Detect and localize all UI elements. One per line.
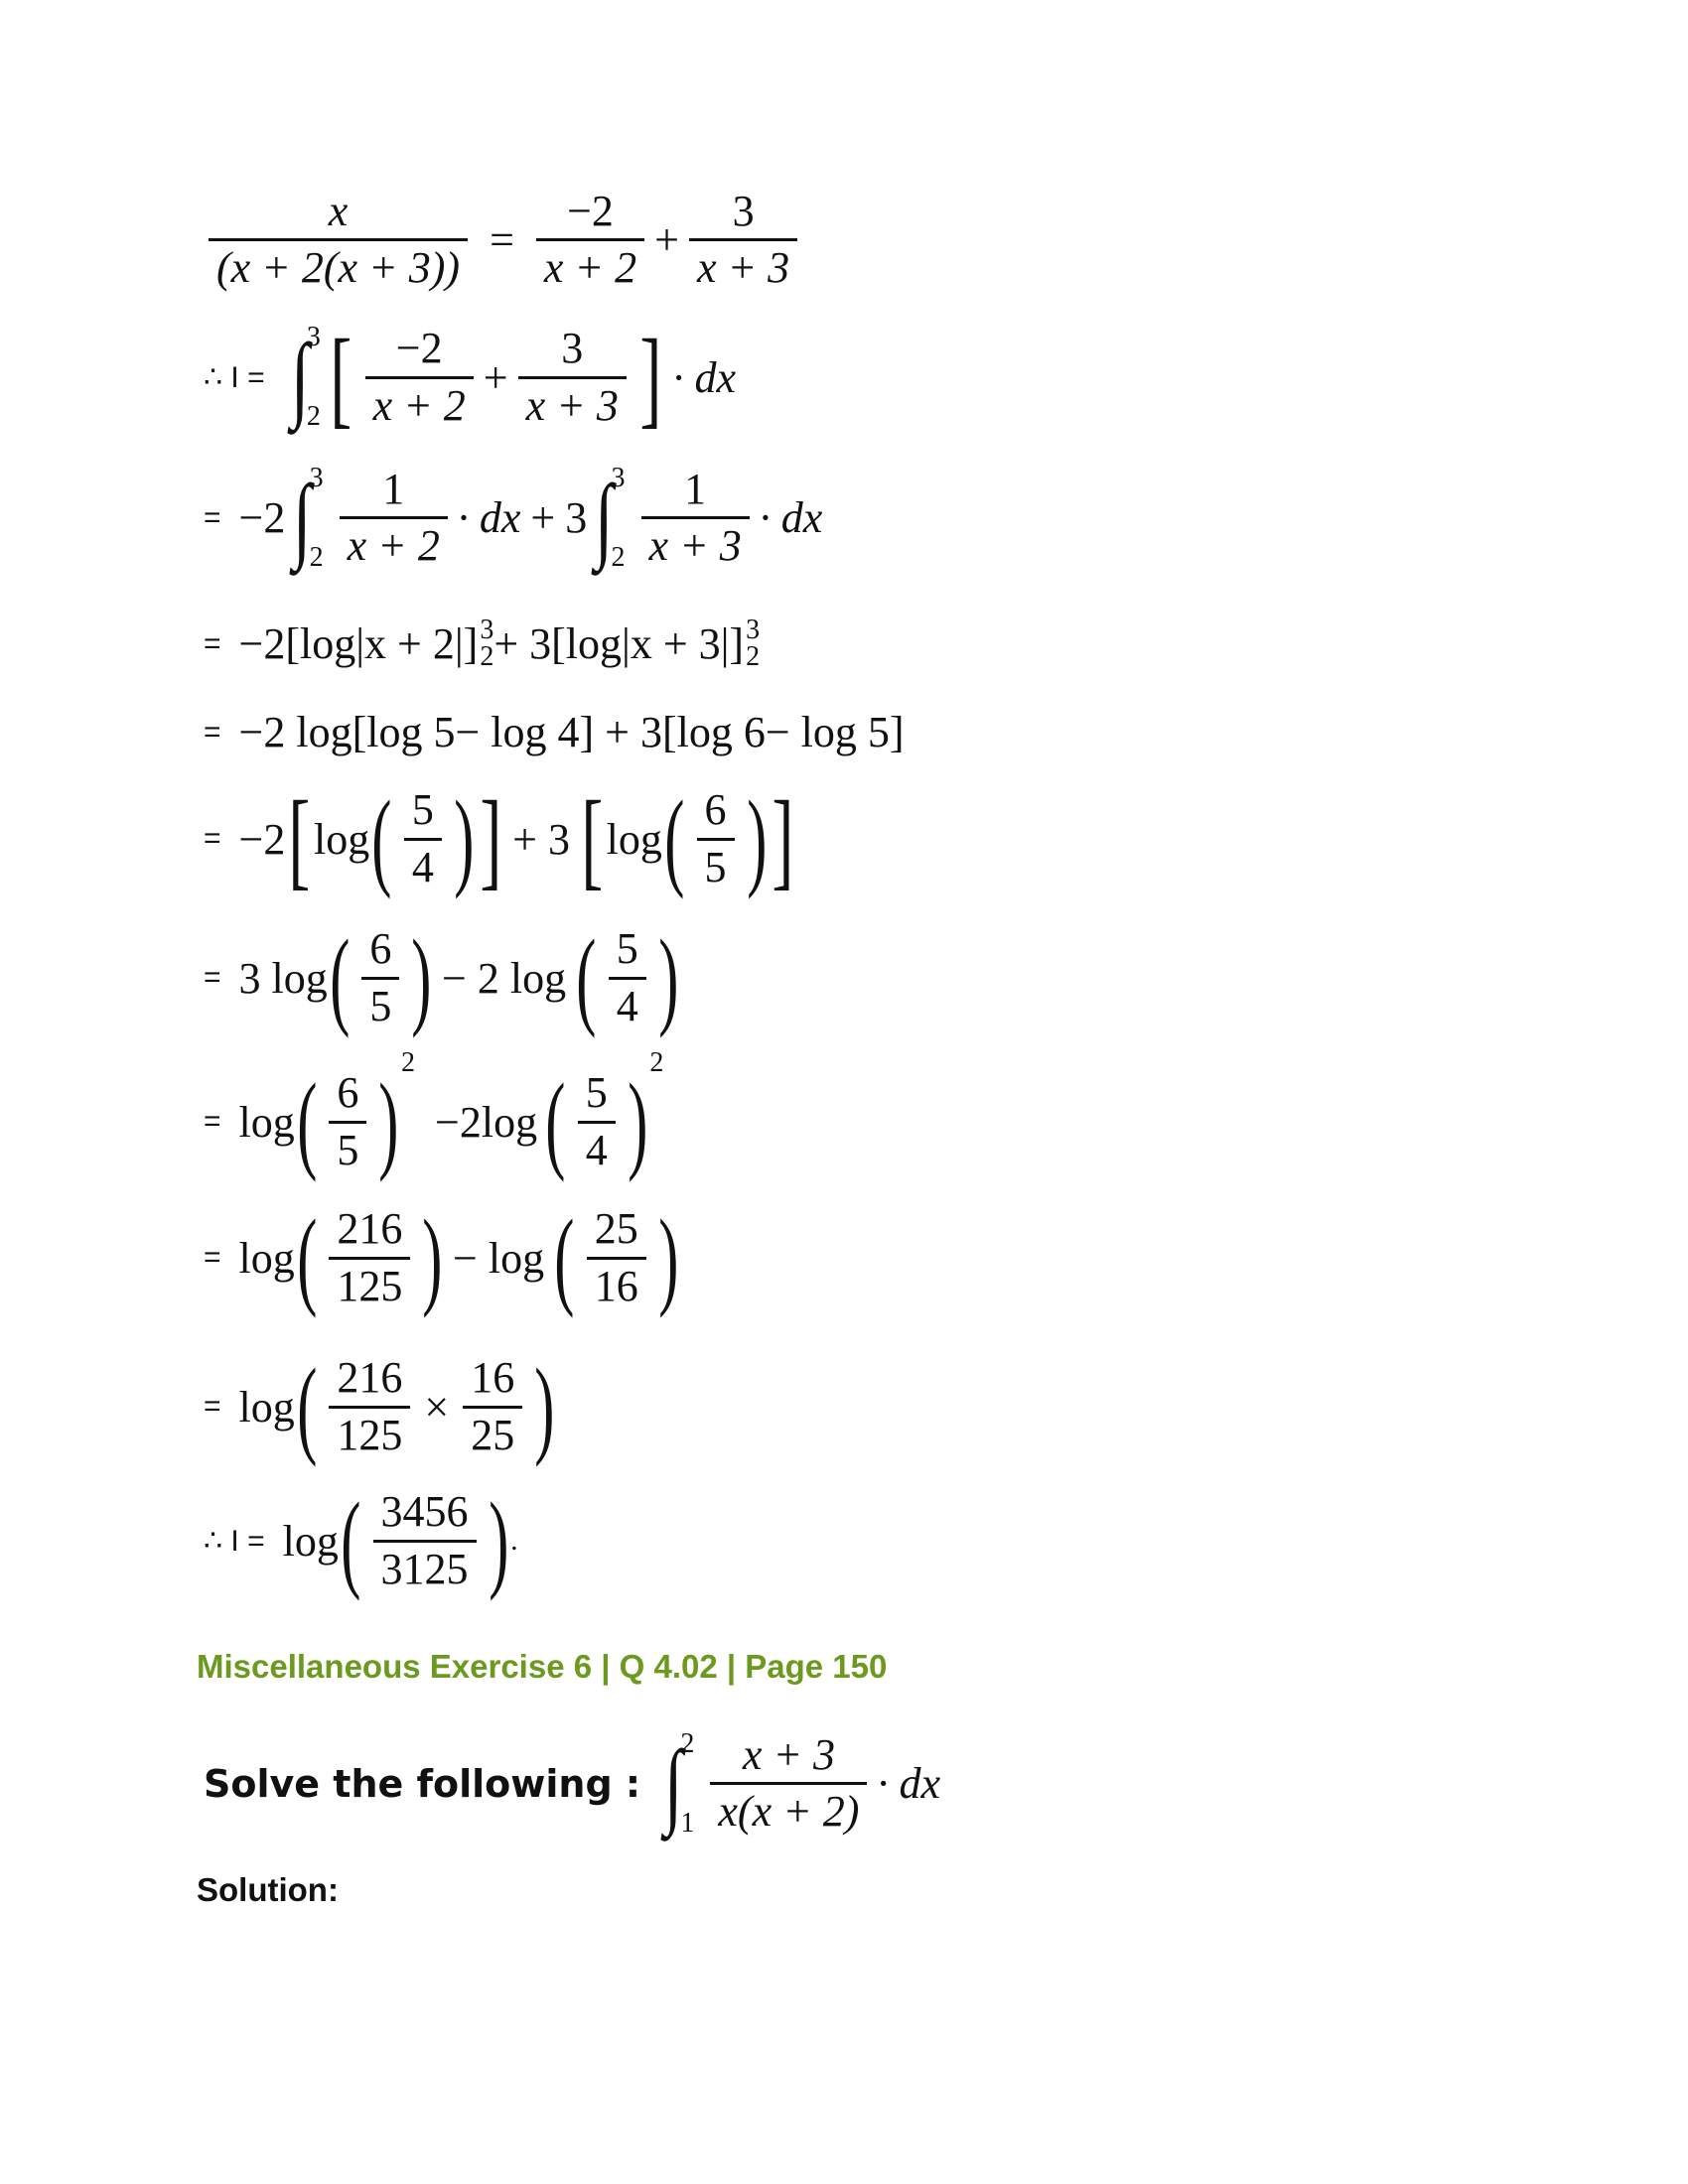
fraction: $\frac{5}{4}$ [578,1070,616,1172]
math-step-8: = log ( $\frac{216}{125}$ ) − log ( $\frac{25}{16}$ ) [204,1197,679,1318]
fraction: $\frac{216}{125}$ [329,1355,410,1457]
math-step-1: ∴ I = ∫ 3 2 [ $\frac{-2}{x + 2}$ + $\frac{3}{x + 3}$ ] · dx [204,317,737,438]
fraction: $\frac{3}{x + 3}$ [518,326,627,428]
math-step-7: = log ( $\frac{6}{5}$ ) 2 −2log ( $\frac{5}{4}$ ) 2 [204,1047,664,1182]
partial-fraction-equation: $\frac{x}{(x + 2(x + 3))}$ = $\frac{-2}{x + 2}$ + $\frac{3}{x + 3}$ [199,189,807,291]
fraction: $\frac{5}{4}$ [609,926,646,1028]
math-step-4: = −2 log[log 5− log 4] + 3[log 6− log 5] [204,708,905,756]
fraction: $\frac{5}{4}$ [404,787,442,889]
fraction: $\frac{1}{x + 3}$ [641,467,750,569]
question-heading: Miscellaneous Exercise 6 | Q 4.02 | Page 150 [197,1648,888,1685]
integral-sign: ∫ 3 2 [290,322,321,432]
integral-icon: ∫ [595,464,614,571]
fraction: $\frac{x}{(x + 2(x + 3))}$ [209,189,468,291]
math-step-9: = log ( $\frac{216}{125}$ × $\frac{16}{25}$ ) [204,1346,555,1467]
fraction: $\frac{16}{25}$ [463,1355,522,1457]
integral-sign: ∫ 3 2 [595,462,626,573]
fraction: $\frac{x + 3}{x(x + 2)}$ [710,1732,867,1835]
fraction: $\frac{6}{5}$ [329,1070,366,1172]
fraction: $\frac{-2}{x + 2}$ [536,189,644,291]
integral-sign: ∫ 3 2 [293,462,324,573]
integral-icon: ∫ [290,324,309,430]
fraction: $\frac{1}{x + 2}$ [340,467,448,569]
integral-sign: ∫ 2 1 [664,1727,695,1839]
math-step-6: = 3 log ( $\frac{6}{5}$ ) − 2 log ( $\frac{5}{4}$ ) [204,917,679,1038]
question-statement: Solve the following : ∫ 2 1 $\frac{x + 3}{x(x + 2)}$ · dx [204,1727,940,1839]
fraction: $\frac{-2}{x + 2}$ [365,326,474,428]
integral-icon: ∫ [664,1729,683,1837]
math-step-2: = −2 ∫ 3 2 $\frac{1}{x + 2}$ · dx + 3 ∫ 3 2 $\frac{1}{x + 3}$ · dx [204,462,823,573]
fraction: $\frac{216}{125}$ [329,1206,410,1308]
fraction: $\frac{25}{16}$ [587,1206,646,1308]
fraction: $\frac{6}{5}$ [361,926,399,1028]
solution-label: Solution: [197,1871,339,1908]
math-step-5: = −2 [ log ( $\frac{5}{4}$ ) ] + 3 [ log ( $\frac{6}{5}$ ) ] [204,778,794,899]
fraction: $\frac{6}{5}$ [697,787,735,889]
math-step-3: = −2[log|x + 2|] 3 2 + 3[log|x + 3|] 3 2 [204,614,761,672]
integral-icon: ∫ [293,464,312,571]
fraction: $\frac{3}{x + 3}$ [689,189,797,291]
final-result: ∴ I = log ( $\frac{3456}{3125}$ ) . [204,1480,518,1601]
fraction: $\frac{3456}{3125}$ [373,1489,477,1591]
